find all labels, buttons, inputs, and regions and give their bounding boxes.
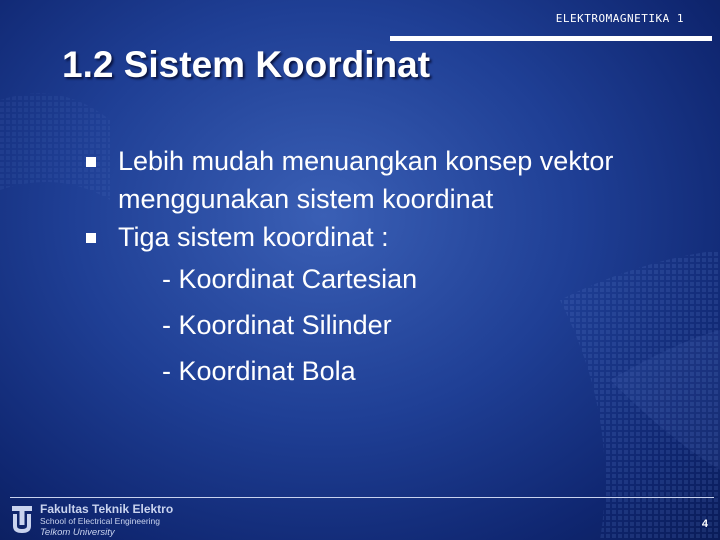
bullet-line: Tiga sistem koordinat :	[118, 222, 389, 252]
university-name: Telkom University	[40, 527, 115, 538]
slide-content	[86, 142, 716, 394]
slide-title: 1.2 Sistem Koordinat	[62, 44, 431, 85]
footer-divider	[10, 497, 714, 498]
header-bar	[390, 36, 712, 41]
faculty-logo-text	[40, 503, 173, 539]
square-bullet-icon	[86, 157, 96, 167]
bullet-item	[86, 142, 716, 218]
school-name: School of Electrical Engineering	[40, 516, 161, 526]
bullet-line: Lebih mudah menuangkan konsep vektor	[118, 146, 614, 176]
telkom-logo-icon	[10, 504, 34, 534]
course-label: ELEKTROMAGNETIKA 1	[555, 12, 684, 25]
sub-item-silinder: - Koordinat Silinder	[162, 310, 392, 340]
sub-item-bola: - Koordinat Bola	[162, 356, 356, 386]
bullet-line: menggunakan sistem koordinat	[118, 184, 494, 214]
page-number: 4	[701, 518, 708, 530]
faculty-name: Fakultas Teknik Elektro	[40, 502, 174, 516]
sub-item-cartesian: - Koordinat Cartesian	[162, 264, 418, 294]
square-bullet-icon	[86, 233, 96, 243]
bullet-item	[86, 218, 716, 256]
